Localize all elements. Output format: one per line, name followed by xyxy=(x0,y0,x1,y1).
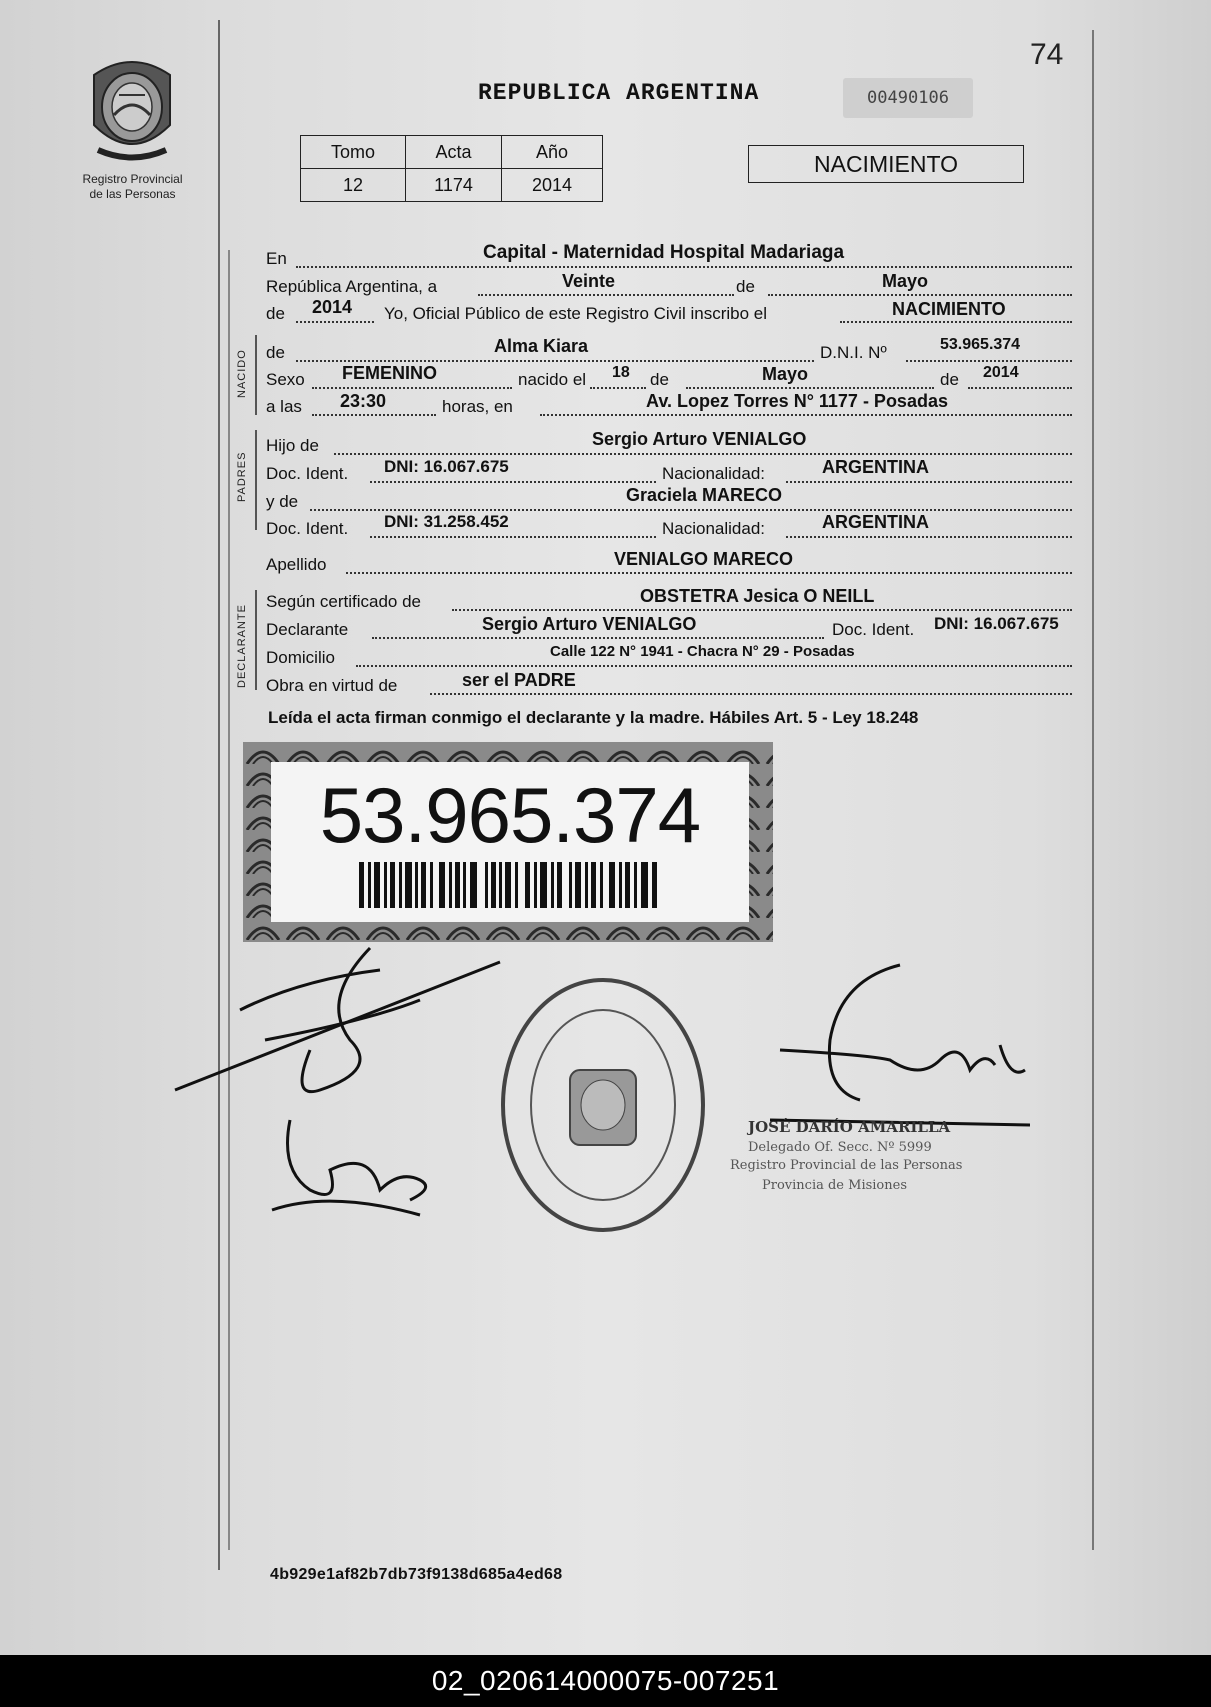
dots-declarante xyxy=(372,637,824,639)
value-lugar-nac: Av. Lopez Torres N° 1177 - Posadas xyxy=(646,391,948,411)
value-anio-registro: 2014 xyxy=(312,297,353,317)
official-stamp xyxy=(498,975,708,1235)
label-republica: República Argentina, a xyxy=(266,277,438,296)
value-apellido: VENIALGO MARECO xyxy=(614,549,794,569)
barcode xyxy=(359,862,659,908)
label-domicilio: Domicilio xyxy=(266,648,335,667)
label-nacionalidad-madre: Nacionalidad: xyxy=(662,519,766,538)
section-label-nacido: NACIDO xyxy=(236,349,248,398)
value-certificado: OBSTETRA Jesica O NEILL xyxy=(640,586,875,606)
label-nacido-el: nacido el xyxy=(518,370,587,389)
padres-rule xyxy=(255,430,257,530)
dots-obra-virtud xyxy=(430,693,1072,695)
value-nombre: Alma Kiara xyxy=(494,336,589,356)
serial-number: 00490106 xyxy=(843,78,973,118)
dots-anio-nac xyxy=(968,387,1072,389)
page-number: 74 xyxy=(1030,38,1064,71)
header-anio: Año xyxy=(502,136,603,169)
label-hijo-de: Hijo de xyxy=(266,436,319,455)
label-nacionalidad-padre: Nacionalidad: xyxy=(662,464,766,483)
label-doc-ident-declarante: Doc. Ident. xyxy=(832,620,915,639)
official-line3: Registro Provincial de las Personas xyxy=(730,1158,963,1173)
nacido-rule xyxy=(255,335,257,415)
right-margin-rule xyxy=(1092,30,1094,1550)
header-tomo: Tomo xyxy=(301,136,406,169)
value-lugar: Capital - Maternidad Hospital Madariaga xyxy=(483,242,845,263)
dots-anio xyxy=(296,321,374,323)
value-padre: Sergio Arturo VENIALGO xyxy=(592,429,807,449)
sticker-panel xyxy=(271,762,749,922)
registry-caption-line2: de las Personas xyxy=(89,187,176,201)
official-name: JOSÉ DARÍO AMARILLA xyxy=(748,1118,951,1136)
label-obra-virtud: Obra en virtud de xyxy=(266,676,398,695)
value-obra-virtud: ser el PADRE xyxy=(462,670,576,690)
label-doc-ident-padre: Doc. Ident. xyxy=(266,464,349,483)
dots-domicilio xyxy=(356,665,1072,667)
dots-sexo xyxy=(312,387,512,389)
header-acta: Acta xyxy=(406,136,502,169)
dots-apellido xyxy=(346,572,1072,574)
dots-madre-nac xyxy=(786,536,1072,538)
record-table-header-row xyxy=(301,136,603,169)
signature-madre xyxy=(270,1110,450,1230)
record-table xyxy=(300,135,603,202)
value-hora: 23:30 xyxy=(340,391,387,411)
value-acta: 1174 xyxy=(406,169,502,202)
value-declarante: Sergio Arturo VENIALGO xyxy=(482,614,697,634)
value-tipo: NACIMIENTO xyxy=(892,299,1006,319)
dots-en xyxy=(296,266,1072,268)
label-en: En xyxy=(266,249,287,268)
value-padre-nac: ARGENTINA xyxy=(822,457,929,477)
dots-padre xyxy=(334,453,1072,455)
label-y-de: y de xyxy=(266,492,299,511)
declarante-rule xyxy=(255,590,257,690)
label-segun-cert: Según certificado de xyxy=(266,592,421,611)
dots-mes-nac xyxy=(686,387,934,389)
label-yo-oficial: Yo, Oficial Público de este Registro Civil inscribo el xyxy=(384,304,767,323)
dots-nombre xyxy=(296,360,814,362)
value-madre-nac: ARGENTINA xyxy=(822,512,929,532)
record-table-value-row xyxy=(301,169,603,202)
value-tomo: 12 xyxy=(301,169,406,202)
footer-id: 02_020614000075-007251 xyxy=(0,1655,1211,1707)
dots-lugar-nac xyxy=(540,414,1072,416)
label-a-las: a las xyxy=(266,397,302,416)
label-declarante: Declarante xyxy=(266,620,349,639)
section-label-padres: PADRES xyxy=(236,451,248,502)
value-anio: 2014 xyxy=(502,169,603,202)
dots-padre-nac xyxy=(786,481,1072,483)
official-line2: Delegado Of. Secc. Nº 5999 xyxy=(748,1140,932,1155)
label-apellido: Apellido xyxy=(266,555,327,574)
section-label-declarante: DECLARANTE xyxy=(236,604,248,688)
left-margin-rule xyxy=(218,20,220,1570)
label-de-anio-nac: de xyxy=(940,370,959,389)
value-sexo: FEMENINO xyxy=(342,363,438,383)
republic-title: REPUBLICA ARGENTINA xyxy=(478,80,760,106)
dots-dni xyxy=(906,360,1072,362)
value-anio-nac: 2014 xyxy=(983,364,1019,381)
dots-certificado xyxy=(452,609,1072,611)
value-madre: Graciela MARECO xyxy=(626,485,783,505)
record-type-box: NACIMIENTO xyxy=(748,145,1024,183)
dni-sticker xyxy=(243,742,773,942)
registry-caption xyxy=(60,172,205,202)
label-doc-ident-madre: Doc. Ident. xyxy=(266,519,349,538)
label-dni: D.N.I. Nº xyxy=(820,343,887,362)
value-domicilio: Calle 122 N° 1941 - Chacra N° 29 - Posadas xyxy=(550,643,855,660)
dots-hora xyxy=(312,414,436,416)
value-padre-doc: DNI: 16.067.675 xyxy=(384,457,509,476)
document-hash: 4b929e1af82b7db73f9138d685a4ed68 xyxy=(270,1566,563,1583)
label-de-anio: de xyxy=(266,304,285,323)
label-horas-en: horas, en xyxy=(442,397,513,416)
value-mes-registro: Mayo xyxy=(882,271,929,291)
official-line4: Provincia de Misiones xyxy=(762,1178,907,1193)
registry-caption-line1: Registro Provincial xyxy=(82,172,183,186)
value-dni: 53.965.374 xyxy=(940,336,1021,353)
left-margin-rule-2 xyxy=(228,250,230,1550)
dots-madre xyxy=(310,509,1072,511)
label-de-mes: de xyxy=(736,277,755,296)
misiones-crest-logo xyxy=(84,55,180,163)
dots-dia xyxy=(478,294,734,296)
label-de-nombre: de xyxy=(266,343,285,362)
label-de-mes-nac: de xyxy=(650,370,669,389)
dots-madre-doc xyxy=(370,536,656,538)
dots-mes xyxy=(768,294,1072,296)
dots-tipo xyxy=(840,321,1072,323)
closing-text: Leída el acta firman conmigo el declarante y la madre. Hábiles Art. 5 - Ley 18.248 xyxy=(268,708,919,727)
value-mes-nac: Mayo xyxy=(762,364,809,384)
value-madre-doc: DNI: 31.258.452 xyxy=(384,512,509,531)
value-declarante-doc: DNI: 16.067.675 xyxy=(934,614,1059,633)
value-dia-nac: 18 xyxy=(612,364,630,381)
label-sexo: Sexo xyxy=(266,370,305,389)
dots-dia-nac xyxy=(590,387,646,389)
dots-padre-doc xyxy=(370,481,656,483)
value-dia-registro: Veinte xyxy=(562,271,616,291)
sticker-dni-number: 53.965.374 xyxy=(319,771,701,859)
